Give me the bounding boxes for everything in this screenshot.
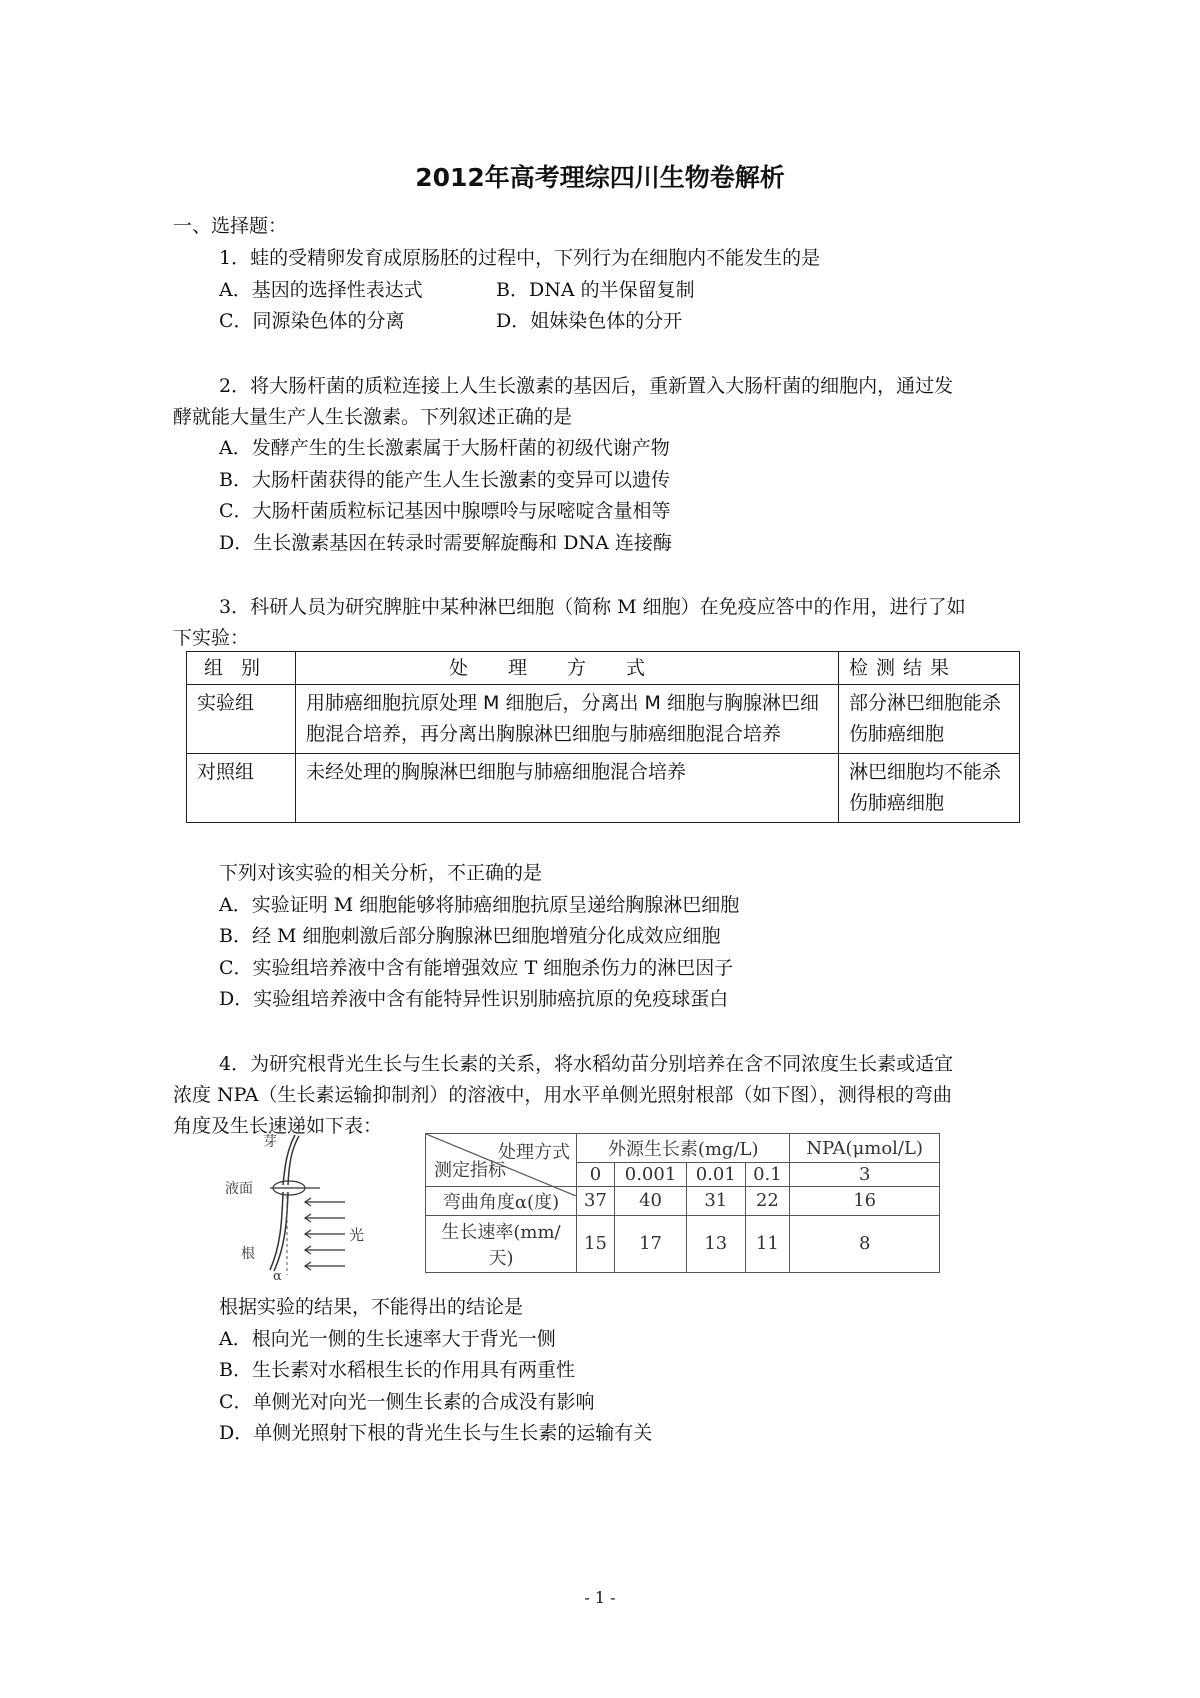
conc-cell: 3: [790, 1163, 940, 1187]
control-group-result: 淋巴细胞均不能杀伤肺癌细胞: [839, 754, 1020, 823]
question-3-stem-line-1: 3．科研人员为研究脾脏中某种淋巴细胞（简称 M 细胞）在免疫应答中的作用，进行了如: [219, 596, 966, 618]
experiment-table: [186, 651, 1020, 823]
seedling-diagram: [225, 1130, 370, 1280]
question-4-option-a: A．根向光一侧的生长速率大于背光一侧: [219, 1328, 556, 1350]
question-4-option-c: C．单侧光对向光一侧生长素的合成没有影响: [219, 1391, 595, 1413]
label-bud: 芽: [263, 1134, 277, 1150]
question-3-ask: 下列对该实验的相关分析，不正确的是: [219, 862, 543, 884]
question-1-stem: 1．蛙的受精卵发育成原肠胚的过程中，下列行为在细胞内不能发生的是: [219, 247, 821, 269]
auxin-header: 外源生长素(mg/L): [577, 1134, 790, 1163]
question-3-option-d: D．实验组培养液中含有能特异性识别肺癌抗原的免疫球蛋白: [219, 988, 729, 1010]
table-row: [187, 754, 1020, 823]
label-alpha: α: [273, 1269, 282, 1280]
rate-label: 生长速率(mm/天): [426, 1215, 577, 1272]
question-4-stem-line-3: 角度及生长速递如下表：: [173, 1115, 383, 1137]
rate-cell: 17: [614, 1215, 686, 1272]
label-liquid-surface: 液面: [225, 1181, 253, 1197]
question-2-option-a: A．发酵产生的生长激素属于大肠杆菌的初级代谢产物: [219, 437, 670, 459]
question-2-option-b: B．大肠杆菌获得的能产生人生长激素的变异可以遗传: [219, 469, 670, 491]
conc-cell: 0.1: [745, 1163, 790, 1187]
rate-cell: 8: [790, 1215, 940, 1272]
angle-cell: 37: [577, 1186, 615, 1215]
question-2-option-c: C．大肠杆菌质粒标记基因中腺嘌呤与尿嘧啶含量相等: [219, 500, 671, 522]
question-1-option-b: B．DNA 的半保留复制: [496, 279, 695, 301]
table-header-row: [187, 652, 1020, 685]
question-2-option-d: D．生长激素基因在转录时需要解旋酶和 DNA 连接酶: [219, 532, 672, 554]
rate-cell: 11: [745, 1215, 790, 1272]
npa-header: NPA(μmol/L): [790, 1134, 940, 1163]
question-3-option-c: C．实验组培养液中含有能增强效应 T 细胞杀伤力的淋巴因子: [219, 957, 734, 979]
control-group-label: 对照组: [187, 754, 296, 823]
auxin-data-table: [425, 1133, 940, 1273]
angle-cell: 40: [614, 1186, 686, 1215]
question-2-stem-line-1: 2．将大肠杆菌的质粒连接上人生长激素的基因后，重新置入大肠杆菌的细胞内，通过发: [219, 375, 954, 397]
question-2-stem-line-2: 酵就能大量生产人生长激素。下列叙述正确的是: [173, 406, 573, 428]
rate-cell: 15: [577, 1215, 615, 1272]
rate-cell: 13: [687, 1215, 745, 1272]
header-treatment: 处理方式: [296, 652, 839, 685]
table-row: [187, 685, 1020, 754]
page-title: 2012年高考理综四川生物卷解析: [415, 163, 785, 192]
question-4-stem-line-1: 4．为研究根背光生长与生长素的关系，将水稻幼苗分别培养在含不同浓度生长素或适宜: [219, 1053, 954, 1075]
control-group-treatment: 未经处理的胸腺淋巴细胞与肺癌细胞混合培养: [296, 754, 839, 823]
experimental-group-result: 部分淋巴细胞能杀伤肺癌细胞: [839, 685, 1020, 754]
table-row: [426, 1215, 940, 1272]
question-4-option-d: D．单侧光照射下根的背光生长与生长素的运输有关: [219, 1422, 653, 1444]
header-group: 组别: [187, 652, 296, 685]
conc-cell: 0.01: [687, 1163, 745, 1187]
question-4-stem-line-2: 浓度 NPA（生长素运输抑制剂）的溶液中，用水平单侧光照射根部（如下图），测得根的弯曲: [173, 1084, 952, 1106]
question-1-option-c: C．同源染色体的分离: [219, 310, 405, 332]
experimental-group-label: 实验组: [187, 685, 296, 754]
question-3-option-a: A．实验证明 M 细胞能够将肺癌细胞抗原呈递给胸腺淋巴细胞: [219, 894, 740, 916]
label-root: 根: [241, 1246, 255, 1262]
corner-bottom-label: 测定指标: [434, 1159, 506, 1181]
question-1-option-a: A．基因的选择性表达式: [219, 279, 423, 301]
question-3-stem-line-2: 下实验：: [173, 627, 250, 649]
question-3-option-b: B．经 M 细胞刺激后部分胸腺淋巴细胞增殖分化成效应细胞: [219, 925, 721, 947]
corner-top-label: 处理方式: [498, 1142, 570, 1163]
experimental-group-treatment: 用肺癌细胞抗原处理 M 细胞后，分离出 M 细胞与胸腺淋巴细胞混合培养，再分离出胸腺淋巴细胞与肺癌细胞混合培养: [296, 685, 839, 754]
page-number: - 1 -: [584, 1588, 616, 1607]
table-row: [426, 1134, 940, 1163]
question-4-option-b: B．生长素对水稻根生长的作用具有两重性: [219, 1359, 575, 1381]
header-result: 检测结果: [839, 652, 1020, 685]
angle-cell: 16: [790, 1186, 940, 1215]
angle-cell: 31: [687, 1186, 745, 1215]
angle-cell: 22: [745, 1186, 790, 1215]
conc-cell: 0.001: [614, 1163, 686, 1187]
conc-cell: 0: [577, 1163, 615, 1187]
label-light: 光: [349, 1226, 365, 1244]
question-4-ask: 根据实验的结果，不能得出的结论是: [219, 1296, 524, 1318]
table-corner-cell: [426, 1134, 577, 1187]
angle-label: 弯曲角度α(度): [426, 1186, 577, 1215]
question-1-option-d: D．姐妹染色体的分开: [496, 310, 683, 332]
section-heading: 一、选择题：: [173, 215, 288, 237]
